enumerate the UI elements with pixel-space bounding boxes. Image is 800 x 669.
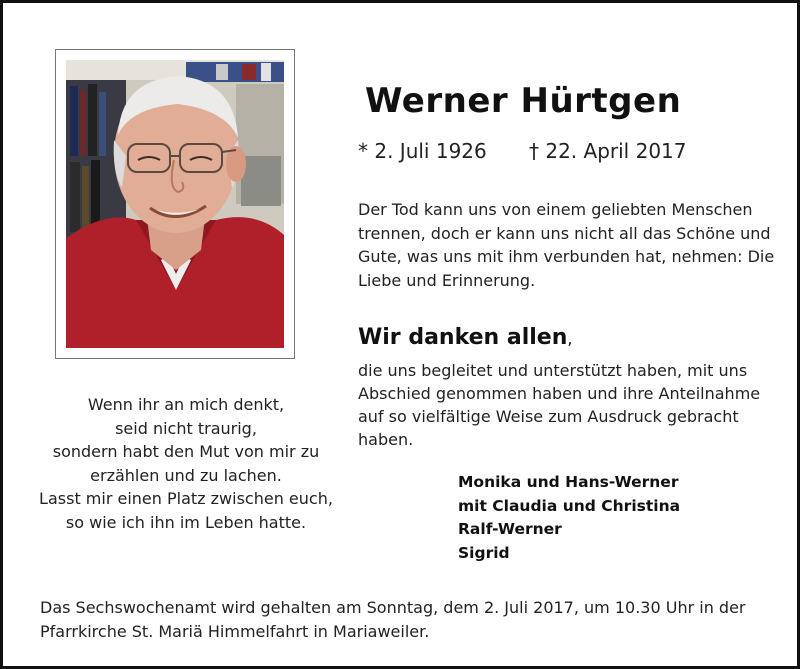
poem-line: Lasst mir einen Platz zwischen euch,	[39, 489, 333, 508]
thanks-title: Wir danken allen	[358, 325, 568, 350]
signer: mit Claudia und Christina	[458, 496, 681, 515]
death-date: † 22. April 2017	[529, 139, 687, 163]
poem-line: Wenn ihr an mich denkt,	[87, 395, 285, 414]
signer: Ralf-Werner	[458, 520, 562, 538]
service-announcement: Das Sechswochenamt wird gehalten am Sonntag, dem 2. Juli 2017, um 10.30 Uhr in der Pfarrkirche St. Mariä Himmelfahrt in Mariaweiler.	[40, 598, 746, 641]
poem-line: sondern habt den Mut von mir zu	[52, 442, 320, 461]
signer: Sigrid	[458, 543, 510, 562]
poem-line: so wie ich ihn im Leben hatte.	[65, 512, 307, 532]
thanks-text: die uns begleitet und unterstützt haben, mit uns Abschied genommen haben und ihre Anteilnahme auf so vielfältige Weise zum Ausdruck gebracht haben.	[358, 361, 761, 449]
poem-line: erzählen und zu lachen.	[90, 465, 282, 485]
signer: Monika und Hans-Werner	[458, 473, 679, 491]
intro-text: Der Tod kann uns von einem geliebten Menschen trennen, doch er kann uns nicht all das Schöne und Gute, was uns mit ihm verbunden hat, nehmen: Die Liebe und Erinnerung.	[358, 200, 775, 290]
portrait-frame	[55, 49, 295, 359]
birth-date: * 2. Juli 1926	[358, 139, 487, 163]
deceased-name: Werner Hürtgen	[365, 81, 682, 121]
poem-line: seid nicht traurig,	[115, 418, 257, 438]
thanks-heading	[358, 325, 572, 350]
thanks-title-punct: ,	[567, 329, 573, 348]
poem	[25, 393, 347, 534]
signers-list	[458, 471, 680, 565]
portrait-photo	[66, 60, 284, 348]
